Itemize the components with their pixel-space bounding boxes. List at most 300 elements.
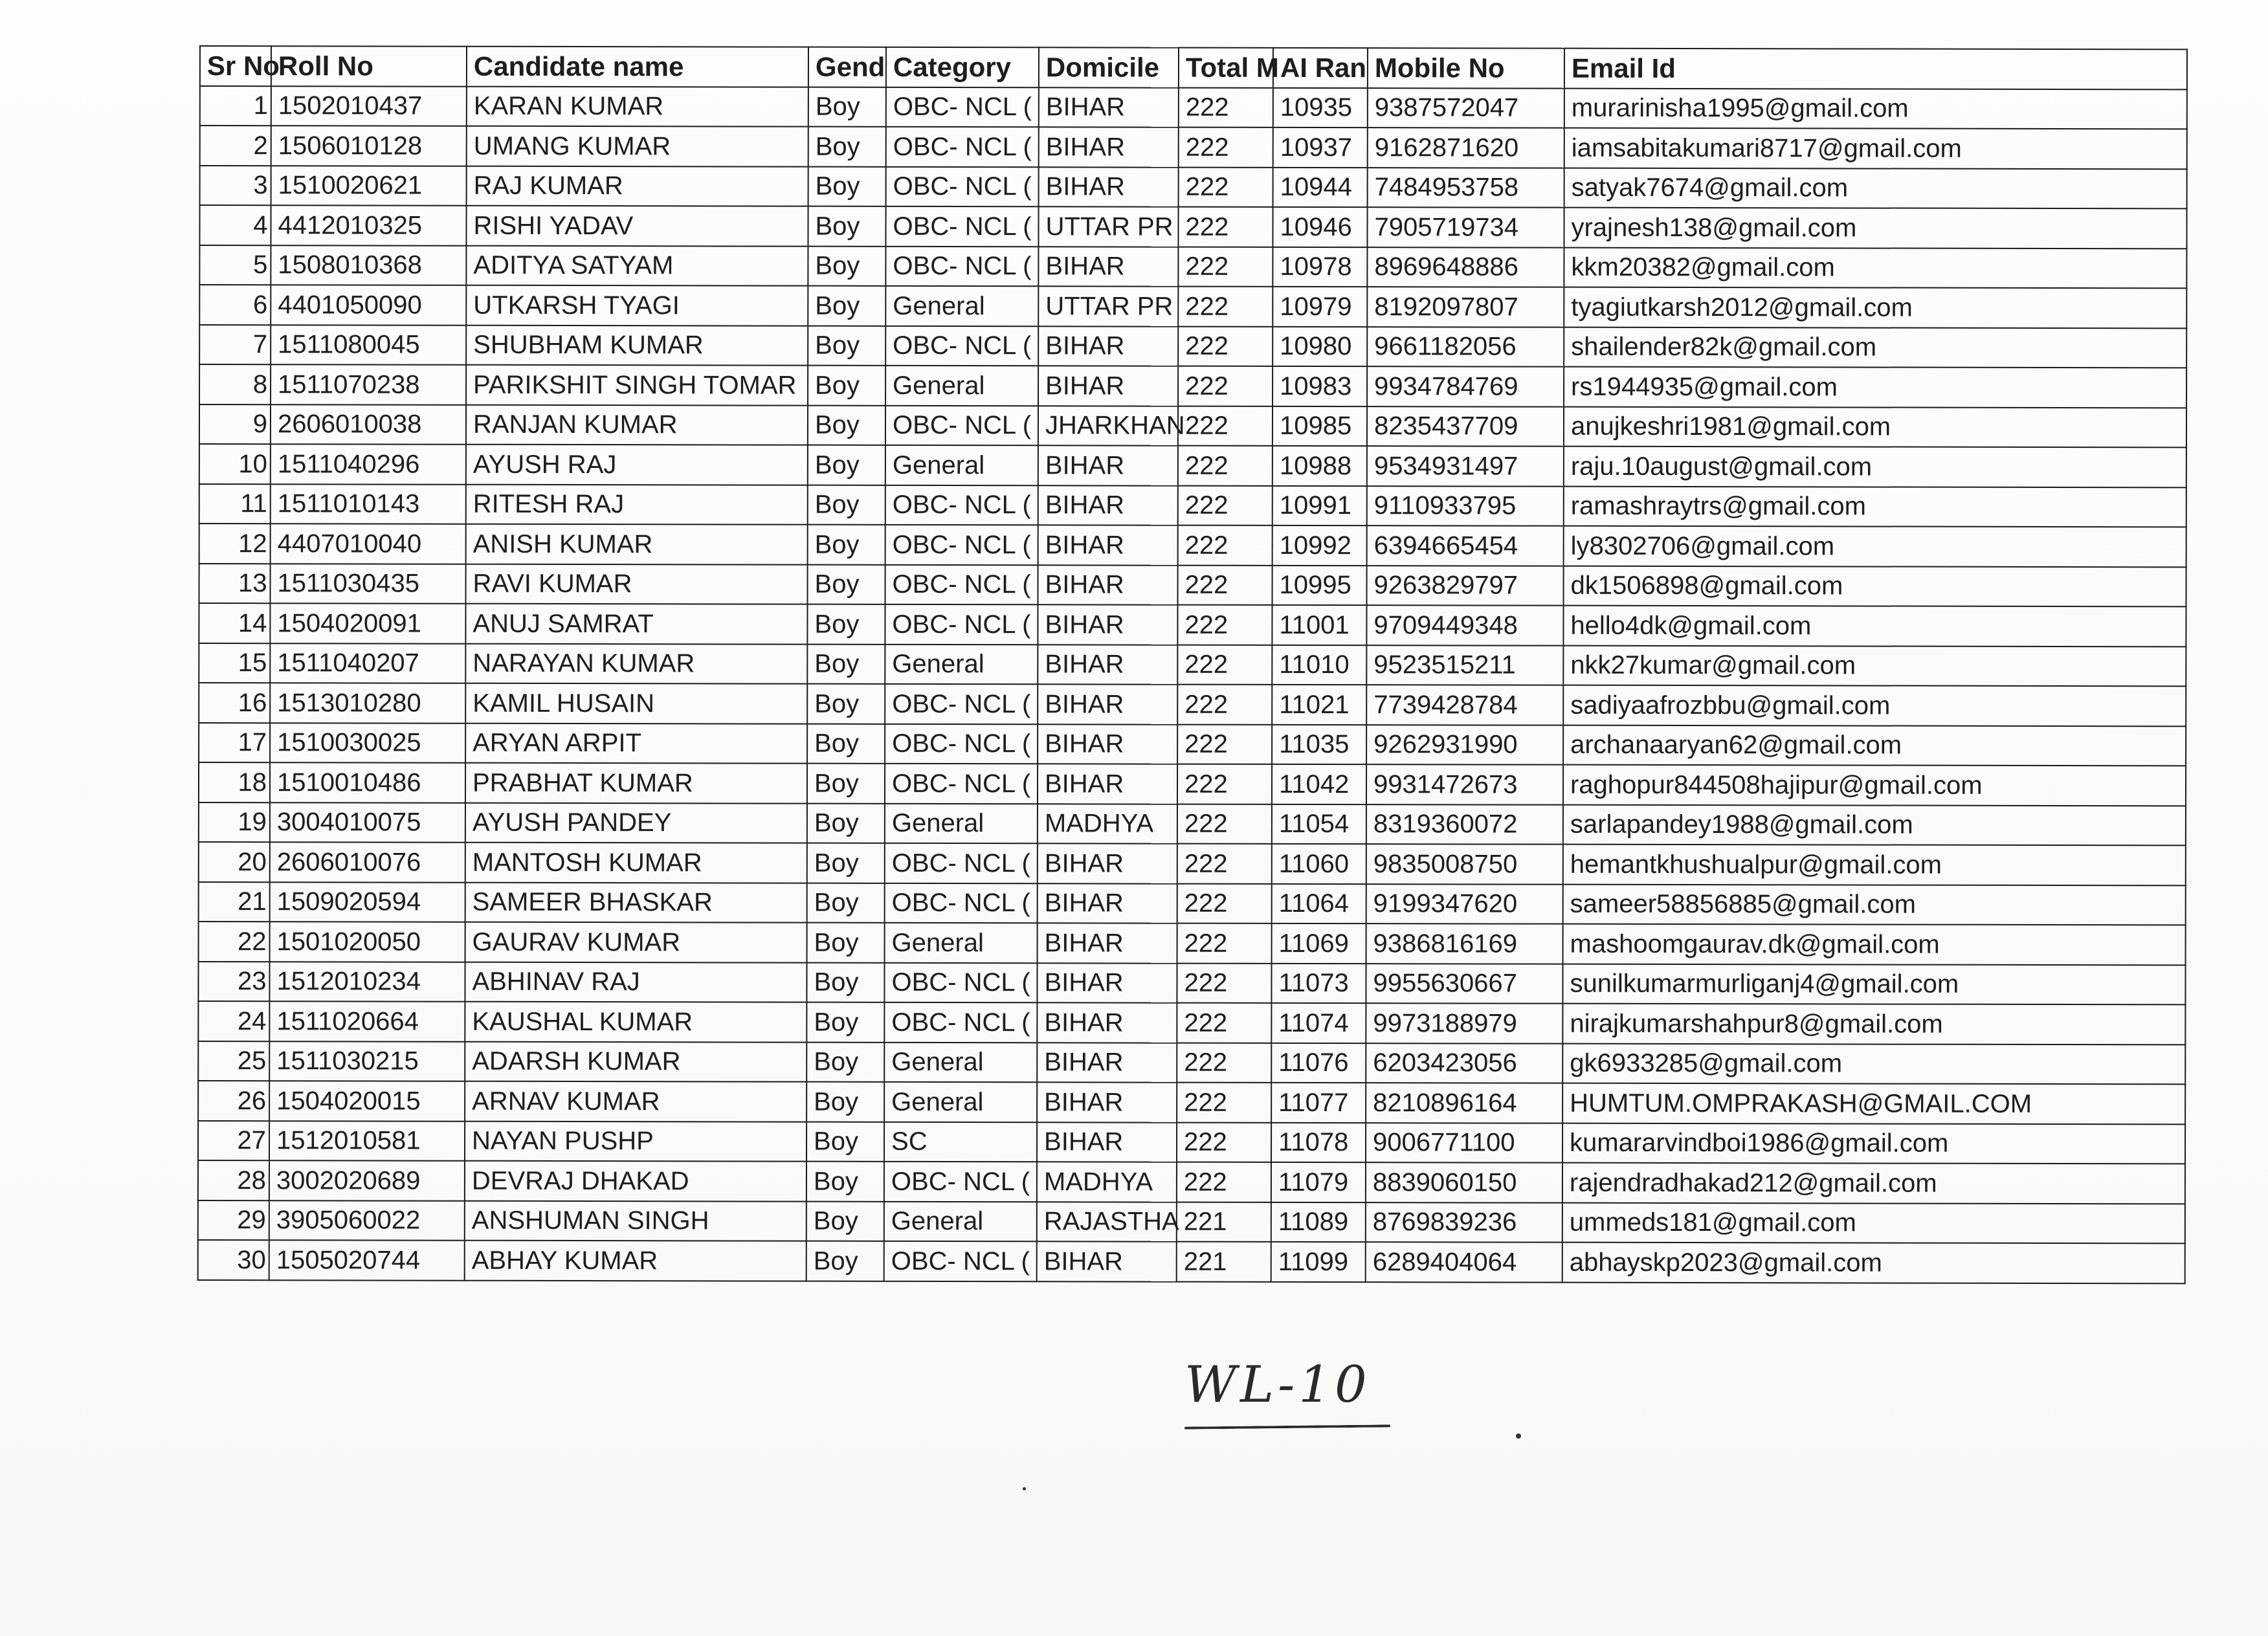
cell-total-marks: 222 (1178, 247, 1273, 287)
cell-mobile-no: 7905719734 (1367, 207, 1564, 247)
cell-roll-no: 1504020091 (270, 603, 465, 643)
cell-mobile-no: 8192097807 (1367, 287, 1564, 327)
cell-total-marks: 222 (1177, 1083, 1271, 1123)
cell-category: General (885, 366, 1038, 406)
cell-mobile-no: 9162871620 (1368, 127, 1564, 168)
cell-ai-rank: 11074 (1271, 1003, 1366, 1043)
cell-category: OBC- NCL ( (885, 525, 1038, 565)
cell-total-marks: 222 (1177, 1122, 1271, 1162)
table-row (199, 922, 2186, 965)
cell-email-id: sunilkumarmurliganj4@gmail.com (1562, 964, 2185, 1004)
cell-mobile-no: 8210896164 (1366, 1083, 1562, 1123)
cell-gender: Boy (808, 286, 885, 326)
cell-sr-no: 20 (199, 842, 270, 882)
table-row (198, 1041, 2185, 1084)
cell-gender: Boy (808, 166, 886, 206)
cell-total-marks: 222 (1178, 446, 1273, 486)
cell-gender: Boy (807, 923, 885, 963)
cell-gender: Boy (807, 644, 885, 684)
table-row (198, 1120, 2185, 1164)
cell-roll-no: 1511080045 (271, 325, 466, 365)
table-row (198, 1200, 2185, 1243)
table-row (198, 1160, 2185, 1204)
cell-domicile: BIHAR (1038, 366, 1178, 406)
cell-roll-no: 1502010437 (271, 86, 467, 126)
cell-roll-no: 1505020744 (269, 1240, 465, 1280)
cell-mobile-no: 9534931497 (1367, 446, 1564, 486)
cell-candidate-name: RAJ KUMAR (467, 166, 808, 206)
cell-email-id: hemantkhushualpur@gmail.com (1563, 845, 2186, 885)
cell-ai-rank: 11054 (1272, 804, 1366, 844)
cell-ai-rank: 10980 (1273, 326, 1367, 366)
cell-category: OBC- NCL ( (885, 326, 1038, 366)
cell-category: OBC- NCL ( (885, 843, 1038, 883)
cell-gender: Boy (807, 764, 885, 804)
cell-sr-no: 11 (199, 484, 271, 524)
table-row (199, 881, 2186, 925)
cell-sr-no: 21 (199, 881, 270, 922)
cell-email-id: kumararvindboi1986@gmail.com (1562, 1123, 2185, 1164)
cell-sr-no: 13 (199, 564, 270, 604)
cell-total-marks: 222 (1177, 1043, 1271, 1083)
cell-mobile-no: 9199347620 (1366, 884, 1563, 924)
cell-email-id: ummeds181@gmail.com (1562, 1202, 2185, 1243)
cell-candidate-name: RISHI YADAV (466, 206, 808, 246)
cell-domicile: UTTAR PR (1038, 286, 1178, 326)
cell-sr-no: 19 (199, 802, 270, 843)
cell-gender: Boy (806, 1002, 884, 1043)
cell-sr-no: 25 (198, 1041, 269, 1081)
cell-gender: Boy (807, 604, 885, 645)
cell-ai-rank: 10992 (1273, 525, 1367, 566)
cell-roll-no: 1511030435 (270, 564, 465, 604)
cell-email-id: sarlapandey1988@gmail.com (1563, 804, 2186, 845)
cell-email-id: murarinisha1995@gmail.com (1564, 88, 2187, 129)
cell-candidate-name: ABHAY KUMAR (465, 1241, 806, 1281)
cell-category: OBC- NCL ( (885, 684, 1038, 724)
cell-gender: Boy (808, 206, 885, 247)
cell-roll-no: 1504020015 (269, 1081, 465, 1121)
cell-total-marks: 222 (1177, 883, 1272, 923)
cell-gender: Boy (808, 525, 885, 565)
header-mobile-no: Mobile No (1368, 48, 1564, 88)
cell-mobile-no: 9386816169 (1366, 923, 1563, 964)
cell-total-marks: 222 (1177, 565, 1272, 605)
cell-category: General (884, 1042, 1037, 1082)
cell-roll-no: 4401050090 (271, 285, 466, 325)
cell-mobile-no: 9709449348 (1366, 605, 1563, 645)
cell-category: General (885, 923, 1038, 963)
cell-ai-rank: 10991 (1273, 485, 1367, 525)
cell-mobile-no: 6289404064 (1366, 1242, 1562, 1282)
cell-domicile: BIHAR (1038, 485, 1178, 525)
cell-domicile: BIHAR (1037, 963, 1177, 1003)
cell-sr-no: 4 (199, 205, 271, 245)
cell-candidate-name: ANSHUMAN SINGH (465, 1200, 806, 1241)
cell-ai-rank: 10946 (1273, 207, 1367, 247)
cell-sr-no: 27 (198, 1120, 269, 1160)
cell-total-marks: 222 (1177, 804, 1272, 844)
cell-gender: Boy (806, 1162, 884, 1202)
table-row (200, 126, 2187, 169)
cell-email-id: ly8302706@gmail.com (1564, 526, 2186, 567)
cell-ai-rank: 11001 (1272, 605, 1366, 645)
cell-domicile: BIHAR (1038, 445, 1178, 485)
cell-ai-rank: 11079 (1271, 1162, 1366, 1202)
cell-ai-rank: 10937 (1273, 127, 1368, 168)
cell-sr-no: 6 (199, 285, 271, 325)
cell-roll-no: 1510020621 (271, 166, 467, 206)
cell-sr-no: 14 (199, 603, 270, 643)
cell-candidate-name: ABHINAV RAJ (465, 962, 806, 1002)
cell-category: OBC- NCL ( (885, 405, 1038, 445)
cell-category: OBC- NCL ( (886, 127, 1039, 167)
cell-category: OBC- NCL ( (885, 485, 1038, 525)
cell-ai-rank: 11021 (1272, 685, 1366, 725)
cell-sr-no: 2 (200, 126, 271, 166)
cell-candidate-name: ARYAN ARPIT (465, 723, 807, 763)
cell-gender: Boy (806, 1042, 884, 1082)
cell-candidate-name: NAYAN PUSHP (465, 1121, 806, 1161)
cell-gender: Boy (807, 724, 885, 764)
cell-roll-no: 1510010486 (270, 762, 465, 802)
cell-roll-no: 1511010143 (271, 484, 466, 524)
cell-domicile: BIHAR (1039, 127, 1179, 167)
cell-domicile: BIHAR (1038, 565, 1177, 605)
cell-candidate-name: RITESH RAJ (466, 484, 808, 524)
cell-ai-rank: 11064 (1272, 883, 1366, 923)
cell-ai-rank: 10983 (1273, 366, 1367, 406)
table-row (199, 205, 2186, 249)
cell-ai-rank: 10978 (1273, 247, 1367, 287)
cell-sr-no: 8 (199, 364, 271, 404)
cell-email-id: archanaaryan62@gmail.com (1563, 725, 2186, 766)
cell-domicile: BIHAR (1038, 923, 1177, 963)
header-candidate-name: Candidate name (467, 47, 808, 87)
table-row (199, 723, 2186, 766)
cell-gender: Boy (808, 246, 885, 286)
candidate-table (197, 45, 2188, 1284)
cell-ai-rank: 11078 (1271, 1122, 1366, 1162)
cell-mobile-no: 8769839236 (1366, 1202, 1562, 1243)
cell-category: OBC- NCL ( (885, 246, 1038, 286)
cell-ai-rank: 11035 (1272, 724, 1366, 764)
cell-sr-no: 1 (200, 86, 271, 126)
table-row (199, 683, 2186, 726)
cell-sr-no: 30 (198, 1240, 269, 1280)
cell-roll-no: 1510030025 (270, 723, 465, 763)
header-total-marks: Total M (1179, 48, 1273, 88)
cell-domicile: BIHAR (1038, 764, 1177, 804)
cell-domicile: BIHAR (1038, 645, 1177, 685)
cell-category: OBC- NCL ( (885, 883, 1038, 923)
cell-category: OBC- NCL ( (885, 724, 1038, 764)
cell-email-id: nirajkumarshahpur8@gmail.com (1562, 1004, 2185, 1045)
cell-ai-rank: 11060 (1272, 844, 1366, 884)
cell-roll-no: 4412010325 (271, 205, 466, 245)
cell-category: General (885, 286, 1038, 326)
cell-total-marks: 222 (1177, 1003, 1271, 1043)
cell-ai-rank: 11076 (1271, 1043, 1366, 1083)
table-row (199, 842, 2186, 885)
cell-ai-rank: 11010 (1272, 645, 1366, 685)
cell-total-marks: 221 (1177, 1242, 1271, 1282)
cell-total-marks: 222 (1177, 844, 1272, 884)
cell-domicile: BIHAR (1037, 1241, 1177, 1281)
cell-ai-rank: 10995 (1272, 565, 1366, 605)
cell-total-marks: 222 (1178, 366, 1273, 406)
cell-roll-no: 2606010038 (271, 404, 466, 445)
cell-candidate-name: UTKARSH TYAGI (466, 285, 808, 326)
cell-gender: Boy (808, 405, 885, 445)
cell-roll-no: 1511040296 (271, 444, 466, 484)
header-email-id: Email Id (1564, 49, 2187, 89)
cell-candidate-name: RAVI KUMAR (465, 564, 807, 604)
cell-domicile: BIHAR (1038, 525, 1178, 565)
cell-candidate-name: SHUBHAM KUMAR (466, 325, 808, 365)
cell-sr-no: 3 (200, 166, 271, 206)
cell-mobile-no: 9955630667 (1366, 964, 1562, 1004)
cell-category: OBC- NCL ( (885, 206, 1038, 247)
cell-roll-no: 4407010040 (271, 524, 466, 564)
table-row (199, 444, 2186, 487)
cell-domicile: BIHAR (1038, 883, 1177, 923)
cell-ai-rank: 10985 (1273, 406, 1367, 446)
cell-candidate-name: GAURAV KUMAR (465, 922, 807, 962)
cell-ai-rank: 10944 (1273, 167, 1368, 207)
cell-mobile-no: 8235437709 (1367, 406, 1564, 447)
cell-gender: Boy (808, 445, 885, 485)
table-row (199, 643, 2186, 687)
cell-gender: Boy (807, 684, 885, 724)
cell-roll-no: 1512010234 (269, 962, 465, 1002)
cell-mobile-no: 9523515211 (1366, 645, 1563, 685)
cell-email-id: kkm20382@gmail.com (1564, 247, 2186, 288)
header-category: Category (886, 47, 1039, 87)
cell-roll-no: 1508010368 (271, 245, 466, 285)
cell-candidate-name: KARAN KUMAR (467, 86, 808, 126)
cell-mobile-no: 9263829797 (1366, 566, 1563, 606)
cell-email-id: rs1944935@gmail.com (1564, 367, 2186, 408)
cell-gender: Boy (806, 962, 884, 1002)
cell-total-marks: 222 (1177, 605, 1272, 645)
cell-total-marks: 222 (1178, 406, 1273, 446)
cell-mobile-no: 7484953758 (1368, 168, 1564, 208)
cell-roll-no: 1512010581 (269, 1121, 465, 1161)
cell-total-marks: 221 (1177, 1202, 1271, 1242)
cell-total-marks: 222 (1178, 326, 1273, 366)
table-row (199, 603, 2186, 647)
cell-candidate-name: KAUSHAL KUMAR (465, 1002, 806, 1042)
cell-email-id: anujkeshri1981@gmail.com (1564, 406, 2186, 447)
cell-domicile: BIHAR (1038, 843, 1177, 883)
cell-gender: Boy (806, 1082, 884, 1122)
handwritten-underline (1184, 1424, 1390, 1429)
cell-email-id: tyagiutkarsh2012@gmail.com (1564, 287, 2186, 328)
cell-total-marks: 222 (1177, 1162, 1271, 1202)
table-row (199, 762, 2186, 806)
handwritten-label: WL-10 (1184, 1356, 1371, 1414)
table-body (198, 86, 2187, 1283)
cell-mobile-no: 9006771100 (1366, 1123, 1562, 1163)
cell-category: General (885, 644, 1038, 684)
cell-sr-no: 12 (199, 524, 271, 564)
table-row (199, 245, 2186, 289)
cell-mobile-no: 9387572047 (1368, 88, 1564, 128)
cell-email-id: raghopur844508hajipur@gmail.com (1563, 765, 2186, 806)
cell-email-id: nkk27kumar@gmail.com (1563, 645, 2186, 686)
cell-sr-no: 10 (199, 444, 271, 484)
cell-roll-no: 1506010128 (271, 126, 467, 166)
cell-gender: Boy (808, 485, 885, 525)
cell-candidate-name: ADARSH KUMAR (465, 1041, 806, 1081)
cell-sr-no: 24 (198, 1001, 269, 1041)
cell-sr-no: 5 (199, 245, 271, 285)
cell-candidate-name: UMANG KUMAR (467, 126, 808, 166)
cell-total-marks: 222 (1177, 963, 1271, 1003)
cell-sr-no: 28 (198, 1160, 269, 1200)
cell-sr-no: 17 (199, 723, 270, 763)
cell-category: OBC- NCL ( (885, 564, 1038, 604)
cell-total-marks: 222 (1178, 287, 1273, 327)
header-domicile: Domicile (1039, 47, 1179, 87)
cell-sr-no: 15 (199, 643, 270, 683)
cell-total-marks: 222 (1177, 764, 1272, 804)
cell-gender: Boy (806, 1122, 884, 1162)
cell-ai-rank: 10988 (1273, 446, 1367, 486)
cell-roll-no: 3002020689 (269, 1160, 465, 1200)
cell-category: OBC- NCL ( (885, 764, 1038, 804)
cell-roll-no: 1511070238 (271, 364, 466, 404)
cell-email-id: abhayskp2023@gmail.com (1562, 1243, 2185, 1283)
cell-ai-rank: 11042 (1272, 764, 1366, 804)
cell-category: OBC- NCL ( (886, 166, 1039, 206)
cell-email-id: raju.10august@gmail.com (1564, 447, 2186, 487)
cell-gender: Boy (806, 1201, 884, 1241)
cell-ai-rank: 11099 (1271, 1242, 1366, 1282)
cell-total-marks: 222 (1177, 645, 1272, 685)
cell-candidate-name: DEVRAJ DHAKAD (465, 1161, 806, 1201)
cell-email-id: shailender82k@gmail.com (1564, 327, 2186, 368)
cell-gender: Boy (808, 366, 885, 406)
cell-ai-rank: 11089 (1271, 1202, 1366, 1242)
cell-domicile: BIHAR (1037, 1043, 1177, 1083)
cell-mobile-no: 6203423056 (1366, 1043, 1562, 1083)
cell-sr-no: 23 (198, 961, 269, 1001)
cell-email-id: mashoomgaurav.dk@gmail.com (1563, 924, 2186, 965)
cell-email-id: hello4dk@gmail.com (1563, 606, 2186, 647)
cell-gender: Boy (807, 564, 885, 604)
cell-total-marks: 222 (1179, 127, 1273, 168)
cell-roll-no: 1513010280 (270, 683, 465, 723)
table-row (199, 404, 2186, 448)
cell-email-id: dk1506898@gmail.com (1563, 566, 2186, 606)
table-row (200, 86, 2187, 129)
header-gender: Gend (808, 47, 886, 87)
cell-email-id: ramashraytrs@gmail.com (1564, 486, 2186, 527)
cell-category: General (884, 1201, 1037, 1241)
cell-candidate-name: ARNAV KUMAR (465, 1081, 806, 1122)
cell-mobile-no: 8839060150 (1366, 1162, 1562, 1202)
cell-mobile-no: 8319360072 (1366, 804, 1563, 845)
cell-total-marks: 222 (1179, 167, 1273, 207)
cell-candidate-name: ANISH KUMAR (466, 524, 808, 564)
cell-email-id: sadiyaafrozbbu@gmail.com (1563, 685, 2186, 726)
table-row (198, 1081, 2185, 1124)
cell-gender: Boy (808, 326, 885, 366)
cell-candidate-name: RANJAN KUMAR (466, 404, 808, 445)
cell-total-marks: 222 (1177, 724, 1272, 764)
cell-domicile: MADHYA (1038, 804, 1177, 844)
cell-ai-rank: 11073 (1271, 963, 1366, 1003)
cell-sr-no: 16 (199, 683, 270, 723)
cell-category: OBC- NCL ( (884, 1162, 1037, 1202)
cell-category: OBC- NCL ( (885, 604, 1038, 645)
cell-email-id: yrajnesh138@gmail.com (1564, 208, 2186, 249)
cell-roll-no: 2606010076 (270, 842, 465, 882)
cell-category: General (885, 803, 1038, 843)
cell-ai-rank: 10935 (1273, 87, 1368, 127)
cell-candidate-name: KAMIL HUSAIN (465, 683, 807, 724)
cell-roll-no: 1511030215 (269, 1041, 465, 1081)
cell-gender: Boy (807, 883, 885, 923)
cell-gender: Boy (807, 843, 885, 883)
cell-domicile: RAJASTHA (1037, 1202, 1177, 1242)
cell-ai-rank: 10979 (1273, 287, 1367, 327)
cell-mobile-no: 7739428784 (1366, 685, 1563, 725)
cell-email-id: rajendradhakad212@gmail.com (1562, 1163, 2185, 1204)
cell-mobile-no: 6394665454 (1367, 525, 1564, 566)
cell-domicile: BIHAR (1038, 684, 1177, 724)
cell-sr-no: 22 (199, 922, 270, 962)
table-row (199, 484, 2186, 527)
cell-total-marks: 222 (1178, 485, 1273, 525)
cell-candidate-name: ANUJ SAMRAT (465, 604, 807, 644)
cell-roll-no: 3905060022 (269, 1200, 465, 1241)
header-sr-no: Sr No (200, 46, 271, 86)
cell-sr-no: 7 (199, 325, 271, 365)
cell-gender: Boy (807, 803, 885, 843)
cell-category: OBC- NCL ( (886, 87, 1039, 127)
cell-ai-rank: 11069 (1272, 923, 1366, 964)
cell-domicile: BIHAR (1038, 326, 1178, 366)
table-row (198, 1001, 2185, 1045)
cell-category: OBC- NCL ( (884, 962, 1037, 1002)
cell-mobile-no: 9835008750 (1366, 844, 1563, 884)
cell-total-marks: 222 (1179, 87, 1273, 127)
cell-sr-no: 9 (199, 404, 271, 445)
cell-ai-rank: 11077 (1271, 1083, 1366, 1123)
cell-total-marks: 222 (1178, 207, 1273, 247)
cell-total-marks: 222 (1177, 685, 1272, 725)
cell-sr-no: 18 (199, 762, 270, 802)
cell-domicile: BIHAR (1039, 87, 1179, 127)
cell-category: General (884, 1082, 1037, 1122)
cell-email-id: iamsabitakumari8717@gmail.com (1564, 128, 2187, 169)
cell-roll-no: 1509020594 (270, 882, 465, 922)
table-row (199, 325, 2186, 368)
cell-candidate-name: MANTOSH KUMAR (465, 843, 807, 883)
cell-total-marks: 222 (1178, 525, 1273, 566)
cell-candidate-name: AYUSH RAJ (466, 445, 808, 485)
table-row (199, 524, 2186, 567)
cell-mobile-no: 8969648886 (1367, 247, 1564, 287)
cell-candidate-name: ADITYA SATYAM (466, 245, 808, 285)
cell-email-id: gk6933285@gmail.com (1562, 1043, 2185, 1084)
cell-mobile-no: 9110933795 (1367, 486, 1564, 526)
cell-mobile-no: 9931472673 (1366, 764, 1563, 804)
cell-candidate-name: NARAYAN KUMAR (465, 643, 807, 683)
